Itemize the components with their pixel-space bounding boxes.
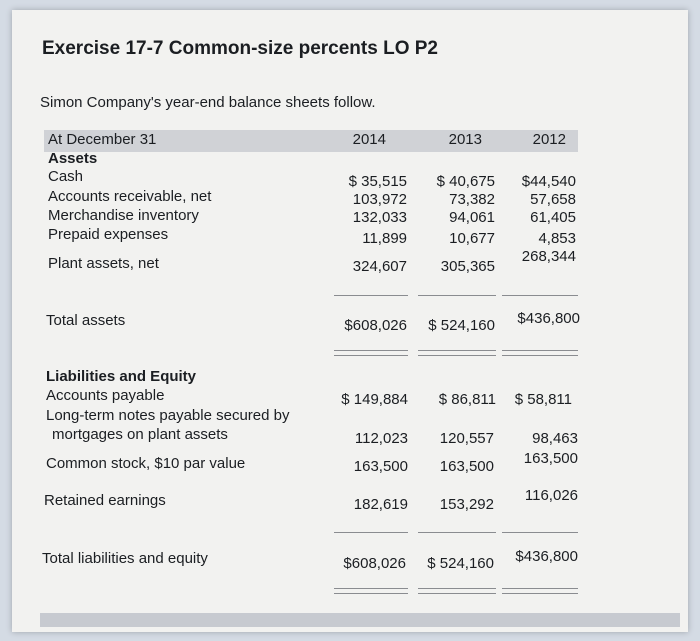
total-assets-label: Total assets xyxy=(46,312,126,329)
liabilities-heading: Liabilities and Equity xyxy=(46,368,197,385)
page-bottom-band xyxy=(40,613,680,627)
row-label: Common stock, $10 par value xyxy=(46,455,246,472)
cell-2014: 11,899 xyxy=(362,230,407,247)
total-2014: $608,026 xyxy=(344,317,407,334)
cell-2013: 120,557 xyxy=(439,430,494,447)
single-rule xyxy=(334,532,408,533)
single-rule xyxy=(418,295,496,296)
row-label: Retained earnings xyxy=(44,492,166,509)
double-rule xyxy=(334,350,408,356)
total-2013: $ 524,160 xyxy=(428,317,495,334)
cell-2013: 305,365 xyxy=(440,258,495,275)
single-rule xyxy=(418,532,496,533)
cell-2012: 57,658 xyxy=(530,191,576,208)
cell-2013: 163,500 xyxy=(439,458,494,475)
double-rule xyxy=(418,588,496,594)
row-label: Cash xyxy=(48,168,84,185)
total-2013: $ 524,160 xyxy=(427,555,494,572)
row-label: Accounts payable xyxy=(46,387,165,404)
cell-2012: 268,344 xyxy=(521,248,576,265)
assets-heading: Assets xyxy=(48,150,98,167)
double-rule xyxy=(502,588,578,594)
cell-2014: $ 149,884 xyxy=(341,391,408,408)
row-label: Prepaid expenses xyxy=(48,226,169,243)
row-label: Plant assets, net xyxy=(48,255,159,272)
cell-2013: 10,677 xyxy=(449,230,495,247)
intro-text: Simon Company's year-end balance sheets follow. xyxy=(40,94,376,111)
row-label: mortgages on plant assets xyxy=(52,426,228,443)
total-2012: $436,800 xyxy=(517,310,580,327)
cell-2014: 324,607 xyxy=(352,258,407,275)
row-label: Long-term notes payable secured by xyxy=(46,407,290,424)
header-label: At December 31 xyxy=(48,131,157,148)
cell-2014: 103,972 xyxy=(352,191,407,208)
cell-2012: $ 58,811 xyxy=(514,391,572,408)
cell-2013: 153,292 xyxy=(439,496,494,513)
cell-2014: 132,033 xyxy=(352,209,407,226)
single-rule xyxy=(502,295,578,296)
single-rule xyxy=(502,532,578,533)
cell-2012: 163,500 xyxy=(523,450,578,467)
cell-2013: 94,061 xyxy=(449,209,495,226)
cell-2013: $ 86,811 xyxy=(438,391,496,408)
cell-2014: $ 35,515 xyxy=(348,173,407,190)
cell-2012: 116,026 xyxy=(524,487,578,504)
single-rule xyxy=(334,295,408,296)
cell-2012: 4,853 xyxy=(538,230,576,247)
row-label: Merchandise inventory xyxy=(48,207,199,224)
cell-2014: 112,023 xyxy=(354,430,408,447)
double-rule xyxy=(334,588,408,594)
total-2014: $608,026 xyxy=(343,555,406,572)
double-rule xyxy=(418,350,496,356)
textbook-page xyxy=(12,10,688,632)
total-liabilities-label: Total liabilities and equity xyxy=(42,550,208,567)
double-rule xyxy=(502,350,578,356)
cell-2014: 182,619 xyxy=(353,496,408,513)
year-2014: 2014 xyxy=(352,131,386,148)
year-2012: 2012 xyxy=(532,131,566,148)
cell-2014: 163,500 xyxy=(353,458,408,475)
cell-2012: 98,463 xyxy=(532,430,578,447)
cell-2013: $ 40,675 xyxy=(436,173,495,190)
total-2012: $436,800 xyxy=(515,548,578,565)
cell-2013: 73,382 xyxy=(449,191,495,208)
exercise-title: Exercise 17-7 Common-size percents LO P2 xyxy=(42,38,438,59)
row-label: Accounts receivable, net xyxy=(48,188,212,205)
year-2013: 2013 xyxy=(448,131,482,148)
cell-2012: $44,540 xyxy=(521,173,576,190)
cell-2012: 61,405 xyxy=(530,209,576,226)
